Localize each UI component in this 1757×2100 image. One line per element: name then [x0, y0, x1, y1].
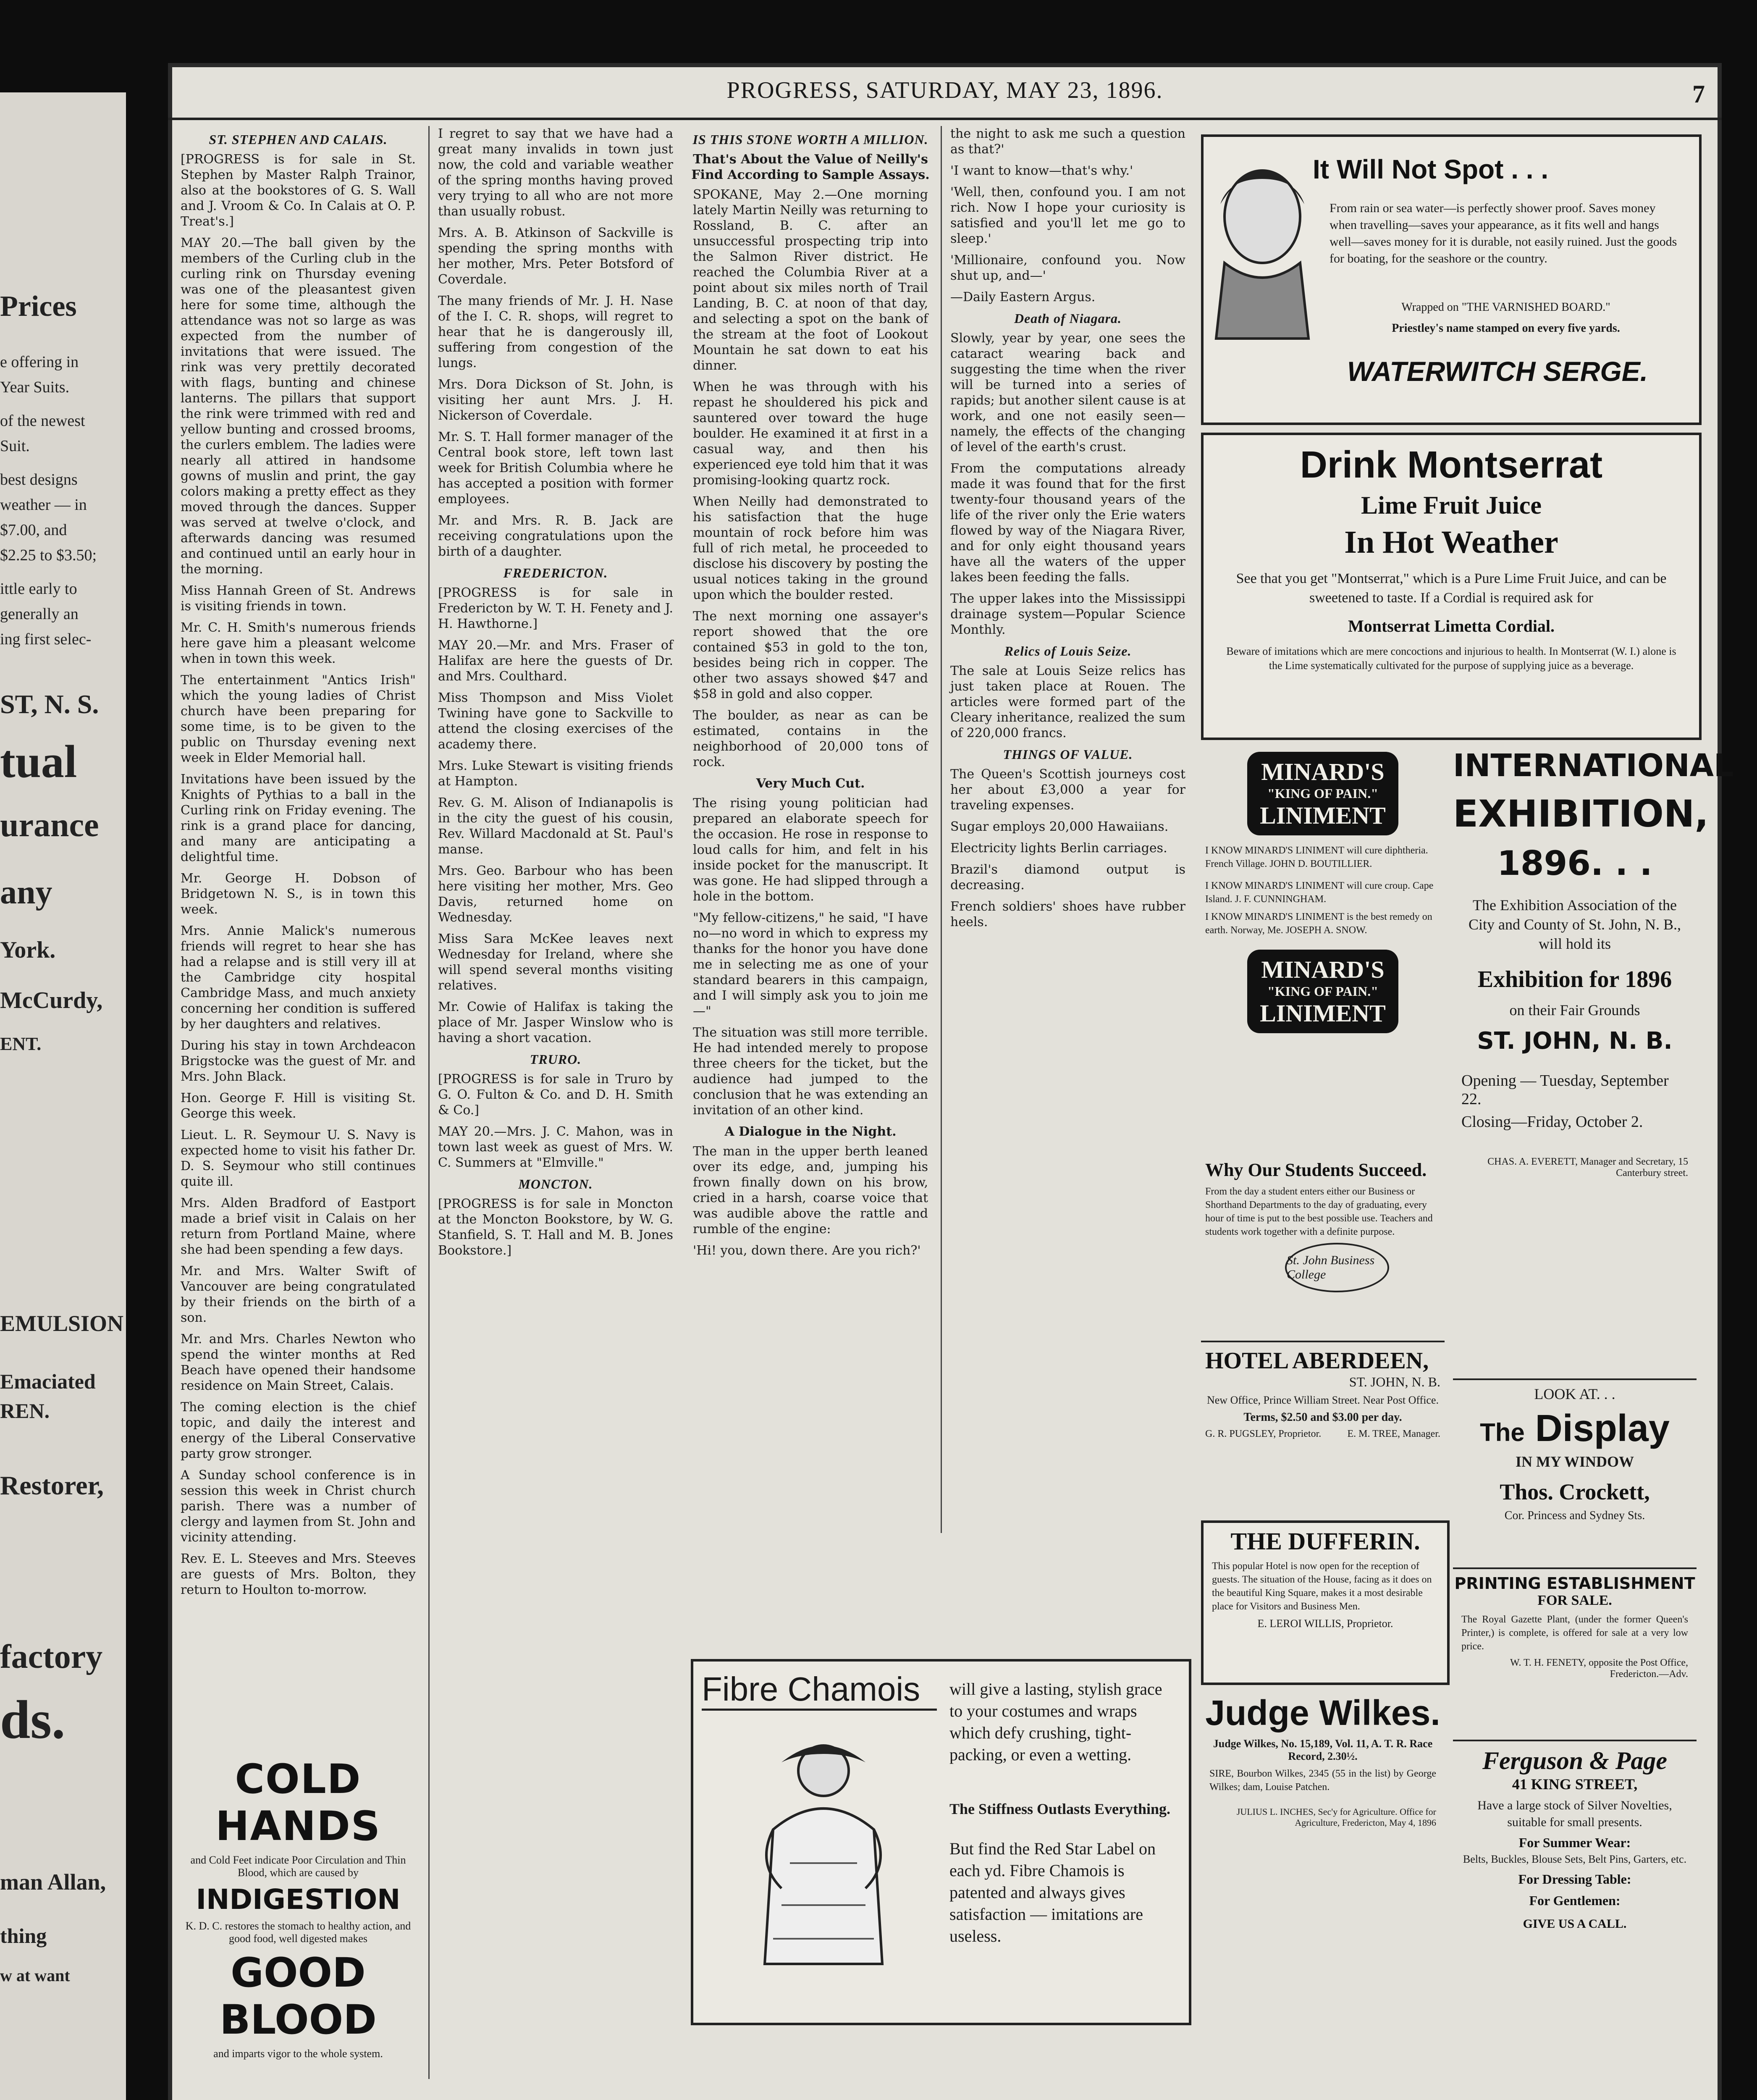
montserrat-advertisement	[1201, 433, 1702, 740]
judge-wilkes-advertisement	[1201, 1688, 1445, 2033]
article-paragraph: The entertainment "Antics Irish" which the young ladies of Christ church have been preparing for some time, is to be given to the public on Thursday evening next week in Elder Memorial hall.	[181, 673, 416, 765]
ad-text: For Dressing Table:	[1518, 1872, 1631, 1887]
strip-fragment: ENT.	[0, 1034, 42, 1054]
divider	[1453, 1740, 1697, 1741]
ad-headline: In Hot Weather	[1344, 525, 1558, 560]
strip-fragment: thing	[0, 1924, 47, 1948]
article-paragraph: Invitations have been issued by the Knights of Pythias to a ball in the Curling rink on Friday evening. The rink is a grand place for dancing, and many are anticipating a delightful time.	[181, 772, 416, 864]
ad-text: I KNOW MINARD'S LINIMENT is the best remedy on earth. Norway, Me. JOSEPH A. SNOW.	[1205, 911, 1432, 936]
ad-headline: It Will Not Spot . . .	[1313, 154, 1549, 184]
ad-headline: ST. JOHN, N. B.	[1477, 1027, 1673, 1055]
strip-fragment: of the newest	[0, 412, 85, 430]
section-heading: ST. STEPHEN AND CALAIS.	[209, 132, 388, 147]
ad-text: E. LEROI WILLIS, Proprietor.	[1257, 1617, 1393, 1630]
page-number: 7	[1692, 80, 1705, 108]
ad-text: I KNOW MINARD'S LINIMENT will cure diphtheria. French Village. JOHN D. BOUTILLIER.	[1205, 845, 1428, 869]
article-paragraph: 'Millionaire, confound you. Now shut up, and—'	[950, 253, 1185, 283]
strip-fragment: York.	[0, 937, 56, 963]
section-heading: Death of Niagara.	[1014, 311, 1122, 326]
minards-liniment-advertisement	[1201, 748, 1445, 1147]
ad-text: The Royal Gazette Plant, (under the former Queen's Printer,) is complete, is offered for sale at a very low price.	[1461, 1614, 1688, 1652]
section-heading: Relics of Louis Seize.	[1004, 643, 1132, 659]
brand-product: LINIMENT	[1260, 1000, 1386, 1027]
brand-tagline: "KING OF PAIN."	[1267, 984, 1378, 999]
column-social-fredericton	[428, 126, 682, 2079]
section-heading: IS THIS STONE WORTH A MILLION.	[692, 132, 928, 147]
strip-fragment: $2.25 to $3.50;	[0, 546, 97, 564]
fibre-chamois-advertisement	[691, 1659, 1191, 2025]
divider	[1453, 1567, 1697, 1569]
ad-text: will give a lasting, stylish grace to your costumes and wraps which defy crushing, tight-packing, or even a wetting.	[949, 1680, 1162, 1764]
ad-text: This popular Hotel is now open for the reception of guests. The situation of the House, facing as it does on the beautiful King Square, makes it a most desirable place for Visitors and Business Men.	[1212, 1561, 1432, 1612]
strip-fragment: best designs	[0, 471, 78, 488]
ad-text: Montserrat Limetta Cordial.	[1348, 617, 1555, 635]
article-paragraph: Rev. E. L. Steeves and Mrs. Steeves are guests of Mrs. Bolton, they return to Houlton to-morrow.	[181, 1551, 416, 1597]
ad-text: Closing—Friday, October 2.	[1461, 1113, 1643, 1131]
article-paragraph: [PROGRESS is for sale in St. Stephen by Master Ralph Trainor, also at the bookstores of G. S. Wall and J. Vroom & Co. In Calais at O. P. Treat's.]	[181, 152, 416, 229]
article-paragraph: 'Well, then, confound you. I am not rich. Now I hope your curiosity is satisfied and you'll let me go to sleep.'	[950, 185, 1185, 246]
ad-headline: Ferguson & Page	[1482, 1747, 1668, 1774]
article-paragraph: the night to ask me such a question as that?'	[950, 126, 1185, 157]
article-paragraph: The upper lakes into the Mississippi drainage system—Popular Science Monthly.	[950, 591, 1185, 637]
article-paragraph: Lieut. L. R. Seymour U. S. Navy is expected home to visit his father Dr. D. S. Seymour who still continues quite ill.	[181, 1128, 416, 1189]
article-paragraph: The next morning one assayer's report showed that the ore contained $53 in gold to the ton, besides being rich in copper. The other two assays showed $47 and $58 in gold and also copper.	[693, 609, 928, 701]
display-window-advertisement	[1453, 1373, 1697, 1558]
ad-headline: Thos. Crockett,	[1500, 1479, 1650, 1504]
article-paragraph: [PROGRESS is for sale in Fredericton by W. T. H. Fenety and J. H. Hawthorne.]	[438, 585, 673, 631]
ad-headline: INDIGESTION	[196, 1883, 401, 1916]
section-heading: TRURO.	[530, 1052, 582, 1067]
article-paragraph: The coming election is the chief topic, and daily the interest and energy of the Liberal Conservative party grow stronger.	[181, 1400, 416, 1461]
strip-fragment: EMULSION	[0, 1311, 124, 1336]
strip-fragment: tual	[0, 736, 77, 787]
ad-text: K. D. C. restores the stomach to healthy action, and good food, well digested makes	[185, 1920, 411, 1945]
waterwitch-serge-advertisement	[1201, 134, 1702, 425]
article-paragraph: Mrs. Annie Malick's numerous friends will regret to hear she has had a relapse and is still very ill at the Cambridge city hospital Cambridge Mass, and much anxiety concerning her condition is suffered by her daughters and relatives.	[181, 924, 416, 1032]
ad-text: See that you get "Montserrat," which is a Pure Lime Fruit Juice, and can be sweetened to taste. If a Cordial is required ask for	[1236, 571, 1667, 606]
strip-fragment: ittle early to	[0, 580, 77, 598]
ferguson-page-advertisement	[1453, 1735, 1697, 2037]
article-paragraph: The situation was still more terrible. He had intended merely to propose three cheers for the ticket, but the audience had jumped to the conclusion that he was extending an invitation of an other kind.	[693, 1025, 928, 1118]
article-paragraph: The boulder, as near as can be estimated, contains in the neighborhood of 20,000 tons of rock.	[693, 708, 928, 769]
ad-headline: GOOD BLOOD	[220, 1949, 377, 2043]
article-paragraph: Miss Hannah Green of St. Andrews is visiting friends in town.	[181, 583, 416, 614]
strip-fragment: ds.	[0, 1690, 66, 1750]
ad-text: Belts, Buckles, Blouse Sets, Belt Pins, Garters, etc.	[1463, 1853, 1687, 1865]
ad-brand	[1247, 752, 1398, 835]
article-paragraph: [PROGRESS is for sale in Truro by G. O. Fulton & Co. and D. H. Smith & Co.]	[438, 1072, 673, 1118]
article-subheading: Very Much Cut.	[756, 776, 865, 791]
ad-headline: FOR SALE.	[1537, 1593, 1612, 1608]
ad-text: For Gentlemen:	[1529, 1893, 1621, 1908]
ad-text: Wrapped on "THE VARNISHED BOARD."	[1401, 301, 1610, 314]
ad-signatures	[1205, 1428, 1440, 1440]
strip-fragment: ST, N. S.	[0, 689, 99, 719]
strip-fragment: any	[0, 874, 52, 911]
strip-fragment: McCurdy,	[0, 987, 103, 1013]
ad-tagline: The Stiffness Outlasts Everything.	[949, 1801, 1171, 1817]
article-paragraph: A Sunday school conference is in session this week in Christ church parish. There was a number of clergy and laymen from St. John and vicinity attending.	[181, 1468, 416, 1545]
strip-fragment: e offering in	[0, 353, 79, 371]
printing-establishment-advertisement	[1453, 1562, 1697, 1730]
article-paragraph: 'Hi! you, down there. Are you rich?'	[693, 1243, 921, 1258]
article-paragraph: Mrs. Dora Dickson of St. John, is visiting her aunt Mrs. J. H. Nickerson of Coverdale.	[438, 377, 673, 423]
article-paragraph: SPOKANE, May 2.—One morning lately Martin Neilly was returning to Rossland, B. C. after an unsuccessful prospecting trip into the Salmon River district. He reached the Columbia River at a point about six miles north of Trail Landing, B. C. at noon of that day, and selecting a spot on the bank of the stream at the foot of Lookout Mountain he sat down to eat his dinner.	[693, 187, 928, 373]
ad-text: From rain or sea water—is perfectly shower proof. Saves money when travelling—saves your appearance, as it fits well and hangs well—saves money for it is durable, not easily ruined. Just the goods for boating, for the seashore or the country.	[1330, 201, 1677, 265]
article-subheading: That's About the Value of Neilly's Find According to Sample Assays.	[691, 152, 930, 182]
column-news-niagara	[941, 126, 1194, 1533]
strip-fragment: Emaciated	[0, 1370, 96, 1393]
ad-headline: Why Our Students Succeed.	[1205, 1160, 1427, 1180]
strip-fragment: REN.	[0, 1399, 50, 1423]
article-paragraph: Mr. and Mrs. R. B. Jack are receiving congratulations upon the birth of a daughter.	[438, 513, 673, 559]
hotel-aberdeen-advertisement	[1201, 1336, 1445, 1516]
article-paragraph: Mrs. Alden Bradford of Eastport made a brief visit in Calais on her return from Portland Maine, where she had been spending a few days.	[181, 1196, 416, 1257]
article-paragraph: Mr. Cowie of Halifax is taking the place of Mr. Jasper Winslow who is having a short vacation.	[438, 1000, 673, 1045]
article-paragraph: Rev. G. M. Alison of Indianapolis is in the city the guest of his cousin, Rev. Willard Macdonald at St. Paul's manse.	[438, 795, 673, 857]
brand-product: LINIMENT	[1260, 802, 1386, 829]
article-paragraph: [PROGRESS is for sale in Moncton at the Moncton Bookstore, by W. G. Stanfield, S. T. Hall and M. B. Jones Bookstore.]	[438, 1197, 673, 1258]
article-paragraph: The rising young politician had prepared an elaborate speech for the occasion. He rose in response to loud calls for him, and felt in his inside pocket for the manuscript. It was gone. He had slipped through a hole in the bottom.	[693, 796, 928, 904]
ad-text: The Exhibition Association of the City and County of St. John, N. B., will hold its	[1468, 897, 1681, 952]
section-heading: FREDERICTON.	[503, 565, 608, 580]
brand-tagline: "KING OF PAIN."	[1267, 786, 1378, 801]
strip-fragment: Prices	[0, 290, 77, 323]
strip-fragment: factory	[0, 1638, 103, 1675]
article-paragraph: Mr. and Mrs. Walter Swift of Vancouver are being congratulated by their friends on the birth of a son.	[181, 1264, 416, 1325]
article-paragraph: Mrs. Geo. Barbour who has been here visiting her mother, Mrs. Geo Davis, returned home on Wednesday.	[438, 864, 673, 925]
article-paragraph: During his stay in town Archdeacon Brigstocke was the guest of Mr. and Mrs. John Black.	[181, 1038, 416, 1084]
article-paragraph: Hon. George F. Hill is visiting St. George this week.	[181, 1091, 416, 1121]
ad-text: ST. JOHN, N. B.	[1349, 1374, 1440, 1389]
ad-text: IN MY WINDOW	[1515, 1453, 1634, 1470]
article-paragraph: The sale at Louis Seize relics has just taken place at Rouen. The articles were formed part of the Cleary inheritance, realized the sum of 220,000 francs.	[950, 664, 1185, 740]
ad-text: JULIUS L. INCHES, Sec'y for Agriculture. Office for Agriculture, Fredericton, May 4, 1896	[1236, 1806, 1436, 1828]
strip-fragment: $7.00, and	[0, 521, 67, 539]
ad-text: W. T. H. FENETY, opposite the Post Office, Fredericton.—Adv.	[1510, 1657, 1688, 1680]
article-paragraph: —Daily Eastern Argus.	[950, 290, 1096, 304]
ad-text: SIRE, Bourbon Wilkes, 2345 (55 in the list) by George Wilkes; dam, Louise Patchen.	[1209, 1768, 1436, 1793]
ad-text: From the day a student enters either our Business or Shorthand Departments to the day of graduating, every hour of time is put to the best possible use. Teachers and students work together with a definite purpose.	[1205, 1186, 1433, 1237]
ad-headline: COLD HANDS	[215, 1756, 381, 1850]
article-paragraph: Miss Sara McKee leaves next Wednesday for Ireland, where she will spend several months visiting relatives.	[438, 932, 673, 993]
section-heading: THINGS OF VALUE.	[1003, 747, 1133, 762]
ad-headline: Lime Fruit Juice	[1361, 491, 1542, 519]
ad-text: E. M. TREE, Manager.	[1347, 1428, 1440, 1439]
ad-headline: PRINTING ESTABLISHMENT	[1454, 1574, 1695, 1593]
strip-fragment: Restorer,	[0, 1470, 104, 1500]
strip-fragment: man Allan,	[0, 1869, 106, 1895]
strip-fragment: generally an	[0, 605, 79, 623]
ad-text: I KNOW MINARD'S LINIMENT will cure croup. Cape Island. J. F. CUNNINGHAM.	[1205, 880, 1434, 905]
article-paragraph: Mr. George H. Dobson of Bridgetown N. S., is in town this week.	[181, 871, 416, 917]
strip-fragment: urance	[0, 807, 99, 844]
ad-brand: Fibre Chamois	[702, 1670, 937, 1711]
strip-fragment: Year Suits.	[0, 378, 70, 396]
ad-text: Cor. Princess and Sydney Sts.	[1504, 1509, 1645, 1522]
ad-text: But find the Red Star Label on each yd. Fibre Chamois is patented and always gives satisfaction — imitations are useless.	[949, 1839, 1156, 1945]
lady-portrait-icon	[1212, 154, 1313, 341]
article-paragraph: When Neilly had demonstrated to his satisfaction that the huge mountain of rock before him was full of rich metal, he proceeded to disclose his discovery by posting the usual notices taking in the ground upon which the boulder rested.	[693, 494, 928, 602]
ad-headline: Exhibition for 1896	[1477, 966, 1672, 992]
ad-text: Terms, $2.50 and $3.00 per day.	[1243, 1411, 1402, 1424]
ad-text: For Summer Wear:	[1518, 1835, 1631, 1850]
college-logo: St. John Business College	[1285, 1243, 1389, 1292]
article-paragraph: Mr. C. H. Smith's numerous friends here gave him a pleasant welcome when in town this week.	[181, 620, 416, 666]
ad-headline: The	[1480, 1418, 1525, 1446]
brand-name: MINARD'S	[1261, 956, 1385, 983]
exhibition-advertisement	[1453, 748, 1734, 1365]
article-paragraph: 'I want to know—that's why.'	[950, 163, 1133, 178]
ad-brand: WATERWITCH SERGE.	[1347, 356, 1648, 387]
article-paragraph: French soldiers' shoes have rubber heels.	[950, 899, 1185, 929]
brand-name: MINARD'S	[1261, 758, 1385, 785]
article-paragraph: The Queen's Scottish journeys cost her about £3,000 a year for traveling expenses.	[950, 767, 1185, 813]
adjoining-page-strip	[0, 92, 126, 2100]
article-paragraph: The many friends of Mr. J. H. Nase of the I. C. R. shops, will regret to hear that he is dangerously ill, suffering from congestion of the lungs.	[438, 294, 673, 370]
article-paragraph: Mr. and Mrs. Charles Newton who spend the winter months at Red Beach have opened their handsome residence on Main Street, Calais.	[181, 1332, 416, 1393]
ad-headline: HOTEL ABERDEEN,	[1205, 1348, 1429, 1374]
ad-headline: 1896. . .	[1497, 844, 1652, 883]
ad-headline: Judge Wilkes.	[1205, 1693, 1440, 1732]
ad-text: LOOK AT. . .	[1534, 1386, 1615, 1402]
ad-text: and imparts vigor to the whole system.	[213, 2048, 383, 2060]
ad-text: GIVE US A CALL.	[1523, 1917, 1627, 1931]
article-paragraph: "My fellow-citizens," he said, "I have no—no word in which to express my thanks for the honor you have done me in selecting me as one of your standard bearers in this campaign, and I will simply ask you to join me—"	[693, 911, 928, 1018]
ad-text: New Office, Prince William Street. Near Post Office.	[1206, 1394, 1439, 1406]
page-title: PROGRESS, SATURDAY, MAY 23, 1896.	[726, 77, 1163, 103]
article-paragraph: Miss Thompson and Miss Violet Twining have gone to Sackville to attend the closing exercises of the academy there.	[438, 690, 673, 752]
article-paragraph: Mrs. Luke Stewart is visiting friends at Hampton.	[438, 759, 673, 789]
ad-headline: EXHIBITION,	[1453, 792, 1709, 835]
page-header	[168, 63, 1722, 120]
kdc-advertisement	[176, 1756, 420, 2058]
article-paragraph: From the computations already made it was found that for the first twenty-four thousand years of the life of the river only the Erie waters flowed by way of the Niagara River, and for only eight thousand years have all the waters of the upper lakes been feeding the falls.	[950, 461, 1185, 585]
article-paragraph: When he was through with his repast he shouldered his pick and sauntered over toward the huge boulder. He examined it at first in a casual way, and then his experienced eye told him that it was promising-looking quartz rock.	[693, 380, 928, 488]
ad-text: Beware of imitations which are mere concoctions and injurious to health. In Montserrat (W. I.) alone is the Lime systematically cultivated for the purpose of supplying juice as a beverage.	[1226, 645, 1676, 672]
lady-illustration-icon	[756, 1737, 891, 1974]
strip-fragment: weather — in	[0, 496, 87, 514]
article-paragraph: Electricity lights Berlin carriages.	[950, 841, 1167, 856]
ad-text: Judge Wilkes, No. 15,189, Vol. 11, A. T. R. Race Record, 2.30½.	[1213, 1738, 1433, 1762]
strip-fragment: w at want	[0, 1966, 70, 1985]
ad-text: Have a large stock of Silver Novelties, suitable for small presents.	[1477, 1798, 1672, 1829]
ad-text: and Cold Feet indicate Poor Circulation and Thin Blood, which are caused by	[190, 1854, 406, 1879]
ad-headline: Drink Montserrat	[1300, 444, 1603, 486]
ad-text: 41 KING STREET,	[1512, 1776, 1638, 1793]
article-paragraph: The man in the upper berth leaned over its edge, and, jumping his frown finally down on his brow, cried in a harsh, coarse voice that was audible above the rattle and rumble of the engine:	[693, 1144, 928, 1236]
section-heading: MONCTON.	[518, 1176, 593, 1192]
article-subheading: A Dialogue in the Night.	[724, 1124, 897, 1139]
article-paragraph: Slowly, year by year, one sees the cataract wearing back and suggesting the time when the river will be turned into a series of rapids; but another silent cause is at work, and one not easily seen—namely, the effects of the changing of level of the earth's crust.	[950, 331, 1185, 454]
divider	[1453, 1378, 1697, 1380]
article-paragraph: Mrs. A. B. Atkinson of Sackville is spending the spring months with her mother, Mrs. Peter Botsford of Coverdale.	[438, 226, 673, 287]
article-paragraph: MAY 20.—Mrs. J. C. Mahon, was in town last week as guest of Mrs. W. C. Summers at "Elmville."	[438, 1124, 673, 1170]
hotel-dufferin-advertisement	[1201, 1520, 1450, 1685]
ad-headline: Display	[1535, 1407, 1670, 1449]
article-paragraph: MAY 20.—The ball given by the members of the Curling club in the curling rink on Thursday evening was one of the pleasantest given here for some time, although the attendance was not so large as was expected from the number of invitations that were issued. The rink was very prettily decorated with flags, bunting and chinese lanterns. The pillars that support the rink were trimmed with red and yellow bunting and crossed brooms, the curlers emblem. The ladies were nearly all attired in handsome gowns of muslin and print, the gay colors making a pretty effect as they moved through the dances. Supper was served at twelve o'clock, and afterwards dancing was resumed and continued until an early hour in the morning.	[181, 236, 416, 577]
newspaper-page	[168, 63, 1734, 2100]
ad-headline: INTERNATIONAL	[1453, 748, 1734, 784]
divider	[1201, 1341, 1445, 1342]
ad-headline: THE DUFFERIN.	[1230, 1528, 1420, 1555]
ad-text: Priestley's name stamped on every five yards.	[1392, 322, 1620, 335]
article-paragraph: I regret to say that we have had a great many invalids in town just now, the cold and variable weather of the spring months having proved very trying to all who are not more than usually robust.	[438, 126, 673, 219]
strip-fragment: ing first selec-	[0, 630, 92, 648]
article-paragraph: Sugar employs 20,000 Hawaiians.	[950, 819, 1169, 834]
ad-text: Opening — Tuesday, September 22.	[1461, 1072, 1669, 1108]
strip-fragment: Suit.	[0, 437, 30, 455]
article-paragraph: Mr. S. T. Hall former manager of the Central book store, left town last week for British Columbia where he has accepted a position with former employees.	[438, 430, 673, 507]
business-college-advertisement	[1201, 1155, 1445, 1331]
ad-text: on their Fair Grounds	[1509, 1002, 1640, 1018]
ad-text: G. R. PUGSLEY, Proprietor.	[1205, 1428, 1322, 1439]
column-news-stone	[684, 126, 936, 1533]
ad-brand	[1247, 950, 1398, 1033]
article-paragraph: MAY 20.—Mr. and Mrs. Fraser of Halifax are here the guests of Dr. and Mrs. Coulthard.	[438, 638, 673, 684]
ad-text: CHAS. A. EVERETT, Manager and Secretary, 15 Canterbury street.	[1487, 1156, 1688, 1179]
article-paragraph: Brazil's diamond output is decreasing.	[950, 862, 1185, 892]
